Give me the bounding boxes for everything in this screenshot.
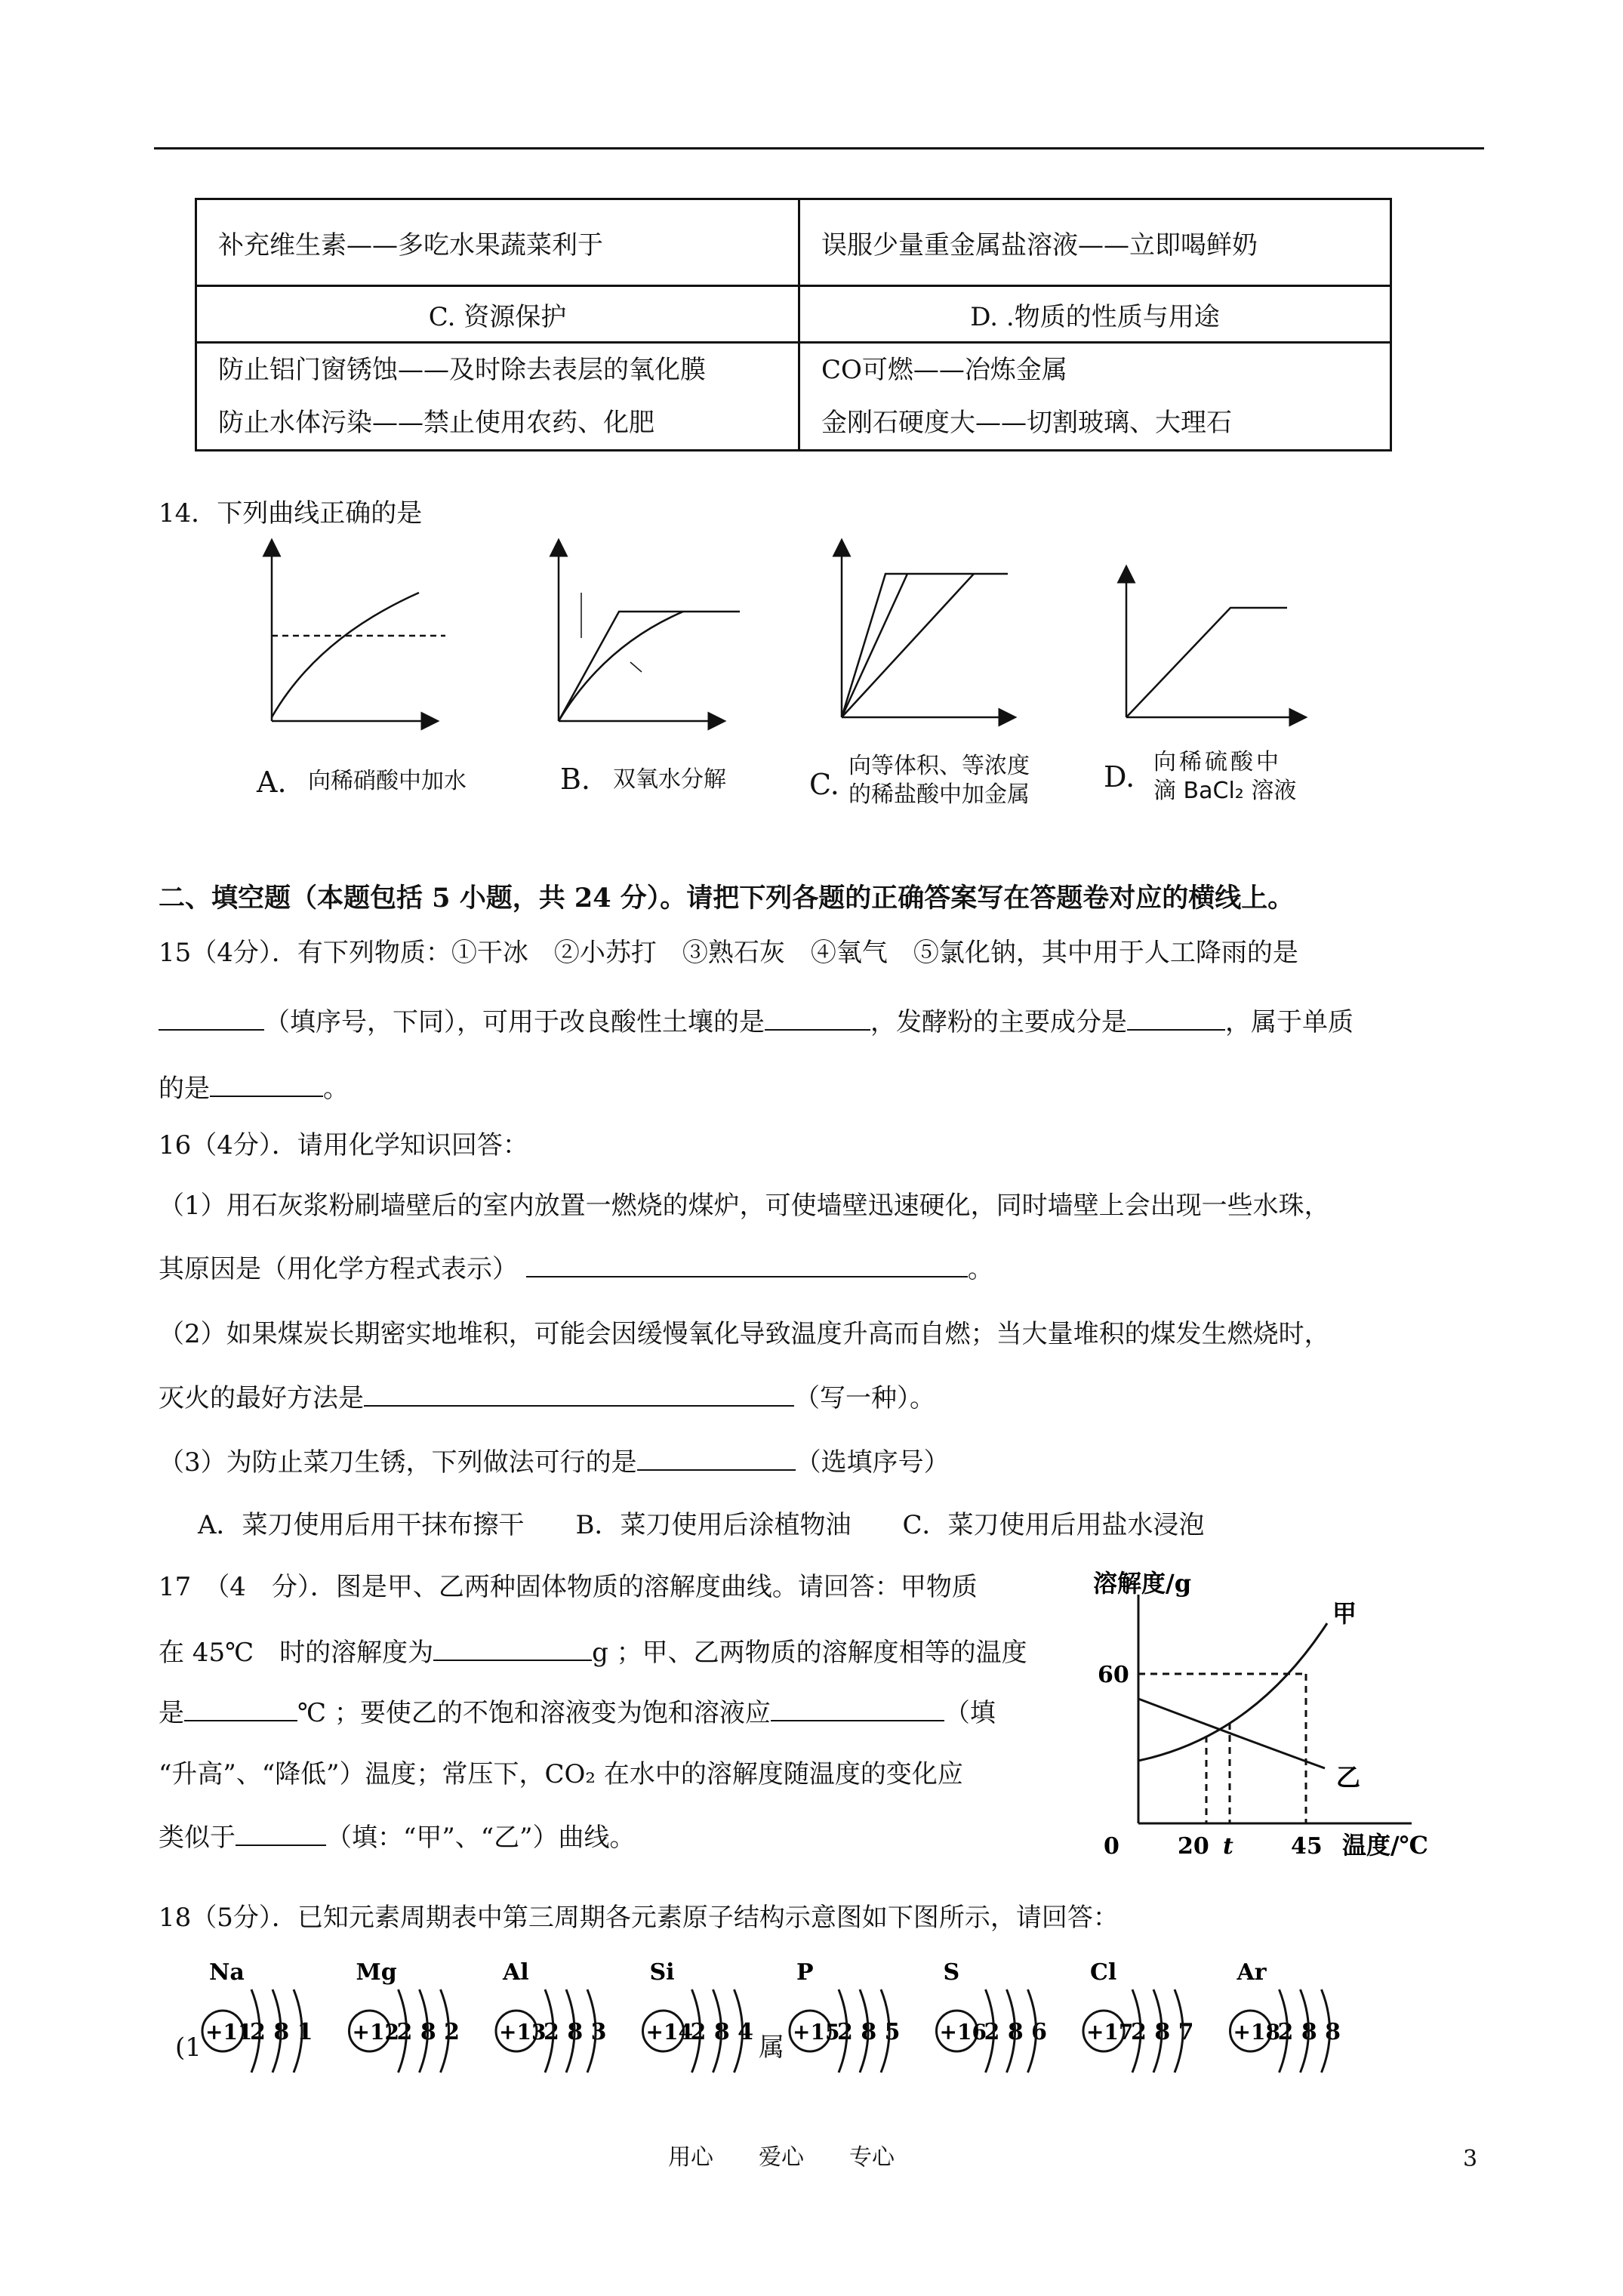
atom-ar bbox=[1230, 1959, 1341, 2073]
q18-fragment-1: (1 bbox=[175, 2032, 202, 2063]
nucleus-charge: +13 bbox=[499, 2020, 547, 2045]
q16-head: 16（4分）．请用化学知识回答： bbox=[159, 1130, 528, 1160]
graph-xlabel: 温度/℃ bbox=[1342, 1831, 1429, 1860]
atom-symbol: Si bbox=[649, 1959, 675, 1986]
atom-symbol: S bbox=[943, 1959, 960, 1986]
atom-si bbox=[643, 1959, 754, 2073]
atom-symbol: P bbox=[796, 1959, 814, 1986]
page-number: 3 bbox=[1463, 2146, 1478, 2172]
q17-line5 bbox=[159, 1823, 636, 1851]
answer-blank[interactable] bbox=[771, 1699, 944, 1721]
caption-a-letter: A. bbox=[257, 766, 287, 799]
text: 的是 bbox=[159, 1074, 210, 1104]
atom-diagrams bbox=[151, 1948, 1434, 2080]
graph-yi-label: 乙 bbox=[1336, 1763, 1361, 1792]
text: （填序号，下同），可用于改良酸性土壤的是 bbox=[264, 1007, 765, 1037]
q16-p1a: （1）用石灰浆粉刷墙壁后的室内放置一燃烧的煤炉，可使墙壁迅速硬化，同时墙壁上会出现一些水珠， bbox=[159, 1191, 1330, 1221]
table-heading: C. 资源保护 bbox=[196, 286, 799, 343]
graph-b bbox=[559, 547, 740, 721]
options-table bbox=[195, 198, 1392, 451]
answer-blank[interactable] bbox=[364, 1384, 794, 1407]
graph-a bbox=[272, 547, 445, 721]
caption-d-line1: 向稀硫酸中 bbox=[1153, 749, 1282, 775]
table-line: 防止铝门窗锈蚀——及时除去表层的氧化膜 bbox=[218, 355, 706, 385]
nucleus-charge: +12 bbox=[352, 2020, 399, 2045]
shell-electrons: 2 8 6 bbox=[984, 2019, 1048, 2045]
table-line: CO可燃——冶炼金属 bbox=[821, 355, 1067, 385]
text: 。 bbox=[967, 1254, 993, 1284]
graph-origin: 0 bbox=[1104, 1833, 1119, 1860]
atom-p bbox=[790, 1959, 901, 2073]
atom-s bbox=[937, 1959, 1048, 2073]
q15-line2 bbox=[159, 1008, 1354, 1035]
answer-blank[interactable] bbox=[765, 1008, 870, 1031]
q17-line4: “升高”、“降低”）温度；常压下，CO₂ 在水中的溶解度随温度的变化应 bbox=[159, 1759, 963, 1789]
q16-p2a: （2）如果煤炭长期密实地堆积，可能会因缓慢氧化导致温度升高而自燃；当大量堆积的煤发生燃烧时， bbox=[159, 1319, 1330, 1349]
q17-line3 bbox=[159, 1699, 996, 1726]
atom-na bbox=[202, 1959, 313, 2073]
text: ，发酵粉的主要成分是 bbox=[870, 1007, 1127, 1037]
nucleus-charge: +14 bbox=[645, 2020, 693, 2045]
table-line: 金刚石硬度大——切割玻璃、大理石 bbox=[821, 408, 1232, 438]
table-cell bbox=[196, 343, 799, 451]
shell-electrons: 2 8 7 bbox=[1131, 2019, 1194, 2045]
text: 其原因是（用化学方程式表示） bbox=[159, 1254, 518, 1284]
text: g ；甲、乙两物质的溶解度相等的温度 bbox=[592, 1638, 1027, 1668]
shell-electrons: 2 8 4 bbox=[690, 2019, 754, 2045]
graph-xt: t bbox=[1223, 1833, 1233, 1860]
q17-line1: 17 （4 分）．图是甲、乙两种固体物质的溶解度曲线。请回答：甲物质 bbox=[159, 1572, 978, 1602]
atom-symbol: Al bbox=[503, 1959, 529, 1986]
caption-d-line2: 滴 BaCl₂ 溶液 bbox=[1153, 778, 1297, 804]
footer-center: 用心 爱心 专心 bbox=[668, 2144, 895, 2171]
q16-options: A．菜刀使用后用干抹布擦干 B．菜刀使用后涂植物油 C．菜刀使用后用盐水浸泡 bbox=[198, 1510, 1205, 1540]
shell-electrons: 2 8 3 bbox=[544, 2019, 607, 2045]
header-rule bbox=[154, 147, 1484, 149]
atom-symbol: Na bbox=[209, 1959, 245, 1986]
answer-blank[interactable] bbox=[1127, 1008, 1225, 1031]
atom-symbol: Cl bbox=[1090, 1959, 1117, 1986]
q18-fragment-2: 属 bbox=[759, 2032, 784, 2063]
nucleus-charge: +18 bbox=[1233, 2020, 1280, 2045]
atom-cl bbox=[1083, 1959, 1194, 2073]
caption-b: 双氧水分解 bbox=[613, 766, 726, 793]
shell-electrons: 2 8 8 bbox=[1277, 2019, 1341, 2045]
text: 。 bbox=[323, 1074, 349, 1104]
table-line: 防止水体污染——禁止使用农药、化肥 bbox=[218, 408, 654, 438]
text: （选填序号） bbox=[795, 1447, 950, 1478]
q16-p3 bbox=[159, 1447, 950, 1478]
answer-blank[interactable] bbox=[159, 1008, 264, 1031]
nucleus-charge: +17 bbox=[1086, 2020, 1134, 2045]
q16-p2b bbox=[159, 1384, 935, 1411]
table-heading: D. .物质的性质与用途 bbox=[799, 286, 1391, 343]
text: ℃ ；要使乙的不饱和溶液变为饱和溶液应 bbox=[297, 1698, 771, 1728]
graph-y60: 60 bbox=[1098, 1662, 1129, 1688]
q18-stem: 18（5分）．已知元素周期表中第三周期各元素原子结构示意图如下图所示，请回答： bbox=[159, 1903, 1119, 1933]
answer-blank[interactable] bbox=[210, 1074, 323, 1097]
atom-symbol: Ar bbox=[1236, 1959, 1267, 1986]
shell-electrons: 2 8 2 bbox=[396, 2019, 460, 2045]
nucleus-charge: +16 bbox=[939, 2020, 987, 2045]
caption-c-line1: 向等体积、等浓度 bbox=[848, 753, 1030, 779]
nucleus-charge: +11 bbox=[205, 2020, 253, 2045]
text: 灭火的最好方法是 bbox=[159, 1383, 364, 1413]
graph-x45: 45 bbox=[1291, 1833, 1323, 1860]
q15-line1: 15（4分）．有下列物质：①干冰 ②小苏打 ③熟石灰 ④氧气 ⑤氯化钠，其中用于人工降雨的是 bbox=[159, 938, 1298, 968]
table-cell bbox=[799, 343, 1391, 451]
caption-a: 向稀硝酸中加水 bbox=[308, 768, 467, 794]
text: 类似于 bbox=[159, 1823, 236, 1853]
text: ，属于单质 bbox=[1225, 1007, 1354, 1037]
table-cell: 补充维生素——多吃水果蔬菜利于 bbox=[196, 199, 799, 286]
answer-blank[interactable] bbox=[184, 1699, 297, 1721]
section-heading: 二、填空题（本题包括 5 小题，共 24 分）。请把下列各题的正确答案写在答题卷对应的横线上。 bbox=[159, 883, 1295, 914]
graph-jia-label: 甲 bbox=[1332, 1599, 1357, 1628]
atom-symbol: Mg bbox=[356, 1959, 397, 1986]
answer-blank[interactable] bbox=[637, 1448, 796, 1471]
graph-d bbox=[1126, 574, 1298, 717]
caption-b-letter: B. bbox=[560, 763, 591, 796]
text: 是 bbox=[159, 1698, 184, 1728]
caption-c-letter: C. bbox=[809, 768, 839, 801]
graph-ylabel: 溶解度/g bbox=[1093, 1569, 1192, 1598]
solubility-graph bbox=[1087, 1563, 1487, 1865]
shell-electrons: 2 8 5 bbox=[837, 2019, 901, 2045]
text: （填：“甲”、“乙”）曲线。 bbox=[326, 1823, 636, 1853]
graph-c bbox=[842, 547, 1008, 717]
q14-stem: 14．下列曲线正确的是 bbox=[159, 498, 423, 529]
text: （写一种）。 bbox=[794, 1383, 935, 1413]
shell-electrons: 2 8 1 bbox=[250, 2019, 313, 2045]
answer-blank[interactable] bbox=[236, 1823, 326, 1846]
q16-p1b bbox=[159, 1255, 993, 1282]
table-cell: 误服少量重金属盐溶液——立即喝鲜奶 bbox=[799, 199, 1391, 286]
text: （填 bbox=[944, 1698, 996, 1728]
curve-yi bbox=[1138, 1699, 1325, 1768]
graph-x20: 20 bbox=[1178, 1833, 1209, 1860]
text: 在 45℃ 时的溶解度为 bbox=[159, 1638, 434, 1668]
caption-c-line2: 的稀盐酸中加金属 bbox=[848, 781, 1030, 808]
curve-jia bbox=[1138, 1623, 1327, 1761]
atom-al bbox=[496, 1959, 607, 2073]
q15-line3 bbox=[159, 1074, 349, 1102]
answer-blank[interactable] bbox=[433, 1638, 592, 1661]
answer-blank[interactable] bbox=[526, 1255, 968, 1277]
text: （3）为防止菜刀生锈，下列做法可行的是 bbox=[159, 1447, 637, 1478]
atom-mg bbox=[350, 1959, 460, 2073]
nucleus-charge: +15 bbox=[793, 2020, 840, 2045]
caption-d-letter: D. bbox=[1104, 760, 1135, 794]
q17-line2 bbox=[159, 1638, 1027, 1666]
